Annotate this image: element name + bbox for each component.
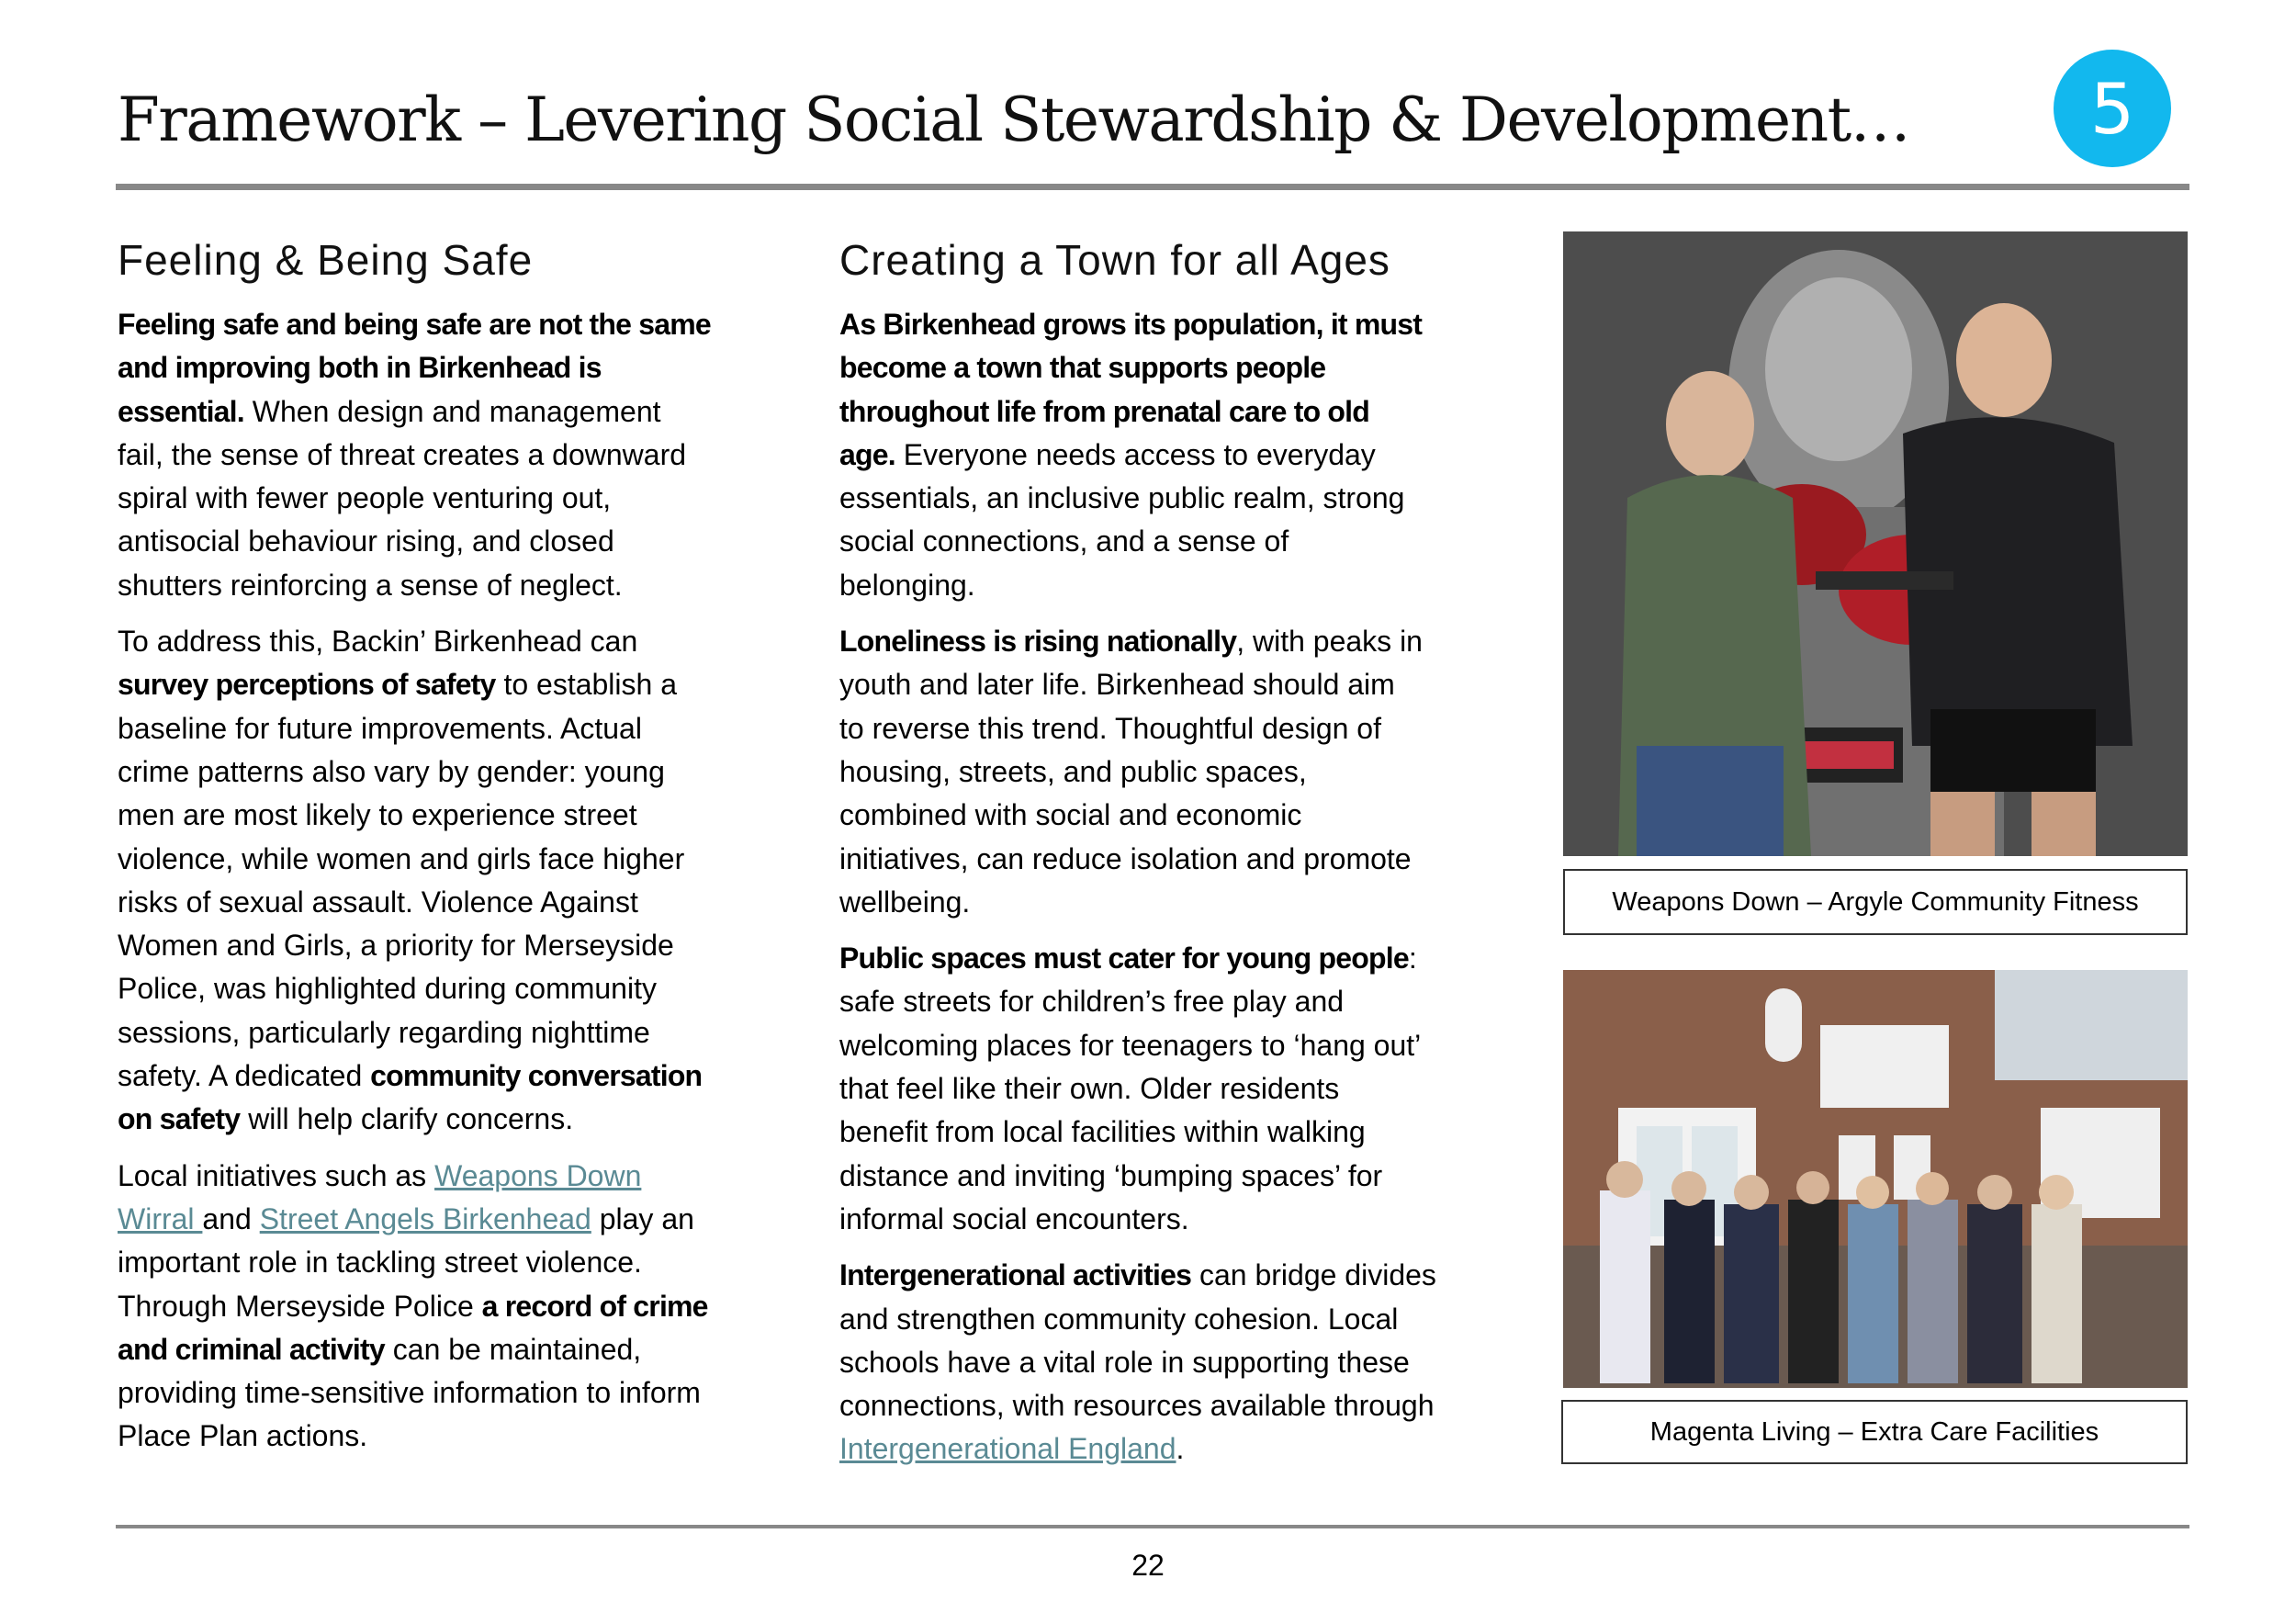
header-divider [116, 184, 2189, 190]
weapons-down-wirral-link[interactable]: Weapons Down [434, 1158, 642, 1192]
town-for-all-ages-heading: Creating a Town for all Ages [839, 236, 1390, 284]
feeling-safe-heading: Feeling & Being Safe [118, 236, 534, 284]
all-ages-paragraph-3: Public spaces must cater for young people: safe streets for children’s free play and welcoming places for teenagers to ‘hang out’ that feel like their own. Older residents benefit from local facilities within walking distance and inviting ‘bumping spaces’ for informal social encounters. [839, 942, 1422, 1235]
town-for-all-ages-column [839, 235, 1501, 1484]
feeling-safe-paragraph-3: Local initiatives such as Weapons Down Wirral and Street Angels Birkenhead play an important role in tackling street violence. Through Merseyside Police a record of crime and criminal activity can be maintained, providing time-sensitive information to inform Place Plan actions. [118, 1158, 708, 1453]
page-title: Framework – Levering Social Stewardship & Development… [118, 85, 1910, 155]
weapons-down-photo [1563, 231, 2188, 856]
page-number: 22 [1131, 1549, 1165, 1582]
feeling-safe-paragraph-2: To address this, Backin’ Birkenhead can survey perceptions of safety to establish a baseline for future improvements. Actual crime patterns also vary by gender: young men are most likely to experience street violence, while women and girls face higher risks of sexual assault. Violence Against Women and Girls, a priority for Merseyside Police, was highlighted during community sessions, particularly regarding nighttime safety. A dedicated community conversation on safety will help clarify concerns. [118, 625, 703, 1136]
all-ages-paragraph-2: Loneliness is rising nationally, with peaks in youth and later life. Birkenhead should aim to reverse this trend. Thoughtful design of housing, streets, and public spaces, combined with social and economic initiatives, can reduce isolation and promote wellbeing. [839, 625, 1423, 919]
feeling-safe-column [118, 235, 779, 1472]
all-ages-paragraph-1: As Birkenhead grows its population, it must become a town that supports people throughout life from prenatal care to old age. Everyone needs access to everyday essentials, an inclusive public realm, strong social connections, and a sense of belonging. [839, 308, 1423, 602]
street-angels-birkenhead-link[interactable]: Street Angels Birkenhead [259, 1201, 591, 1235]
weapons-down-photo-image [1563, 231, 2188, 856]
weapons-down-caption: Weapons Down – Argyle Community Fitness [1563, 869, 2188, 935]
intergenerational-england-link[interactable]: Intergenerational England [839, 1432, 1176, 1466]
magenta-living-caption: Magenta Living – Extra Care Facilities [1561, 1400, 2188, 1464]
footer-divider [116, 1525, 2189, 1528]
feeling-safe-paragraph-1: Feeling safe and being safe are not the same and improving both in Birkenhead is essential. When design and management fail, the sense of threat creates a downward spiral with fewer people venturing out, antisocial behaviour rising, and closed shutters reinforcing a sense of neglect. [118, 308, 711, 602]
all-ages-paragraph-4: Intergenerational activities can bridge divides and strengthen community cohesion. Local schools have a vital role in supporting these connections, with resources available through Intergenerational England. [839, 1258, 1436, 1466]
section-number-badge: 5 [2054, 50, 2171, 167]
magenta-living-photo [1563, 970, 2188, 1388]
weapons-down-wirral-link-cont[interactable]: Wirral [118, 1201, 203, 1235]
magenta-living-photo-image [1563, 970, 2188, 1388]
